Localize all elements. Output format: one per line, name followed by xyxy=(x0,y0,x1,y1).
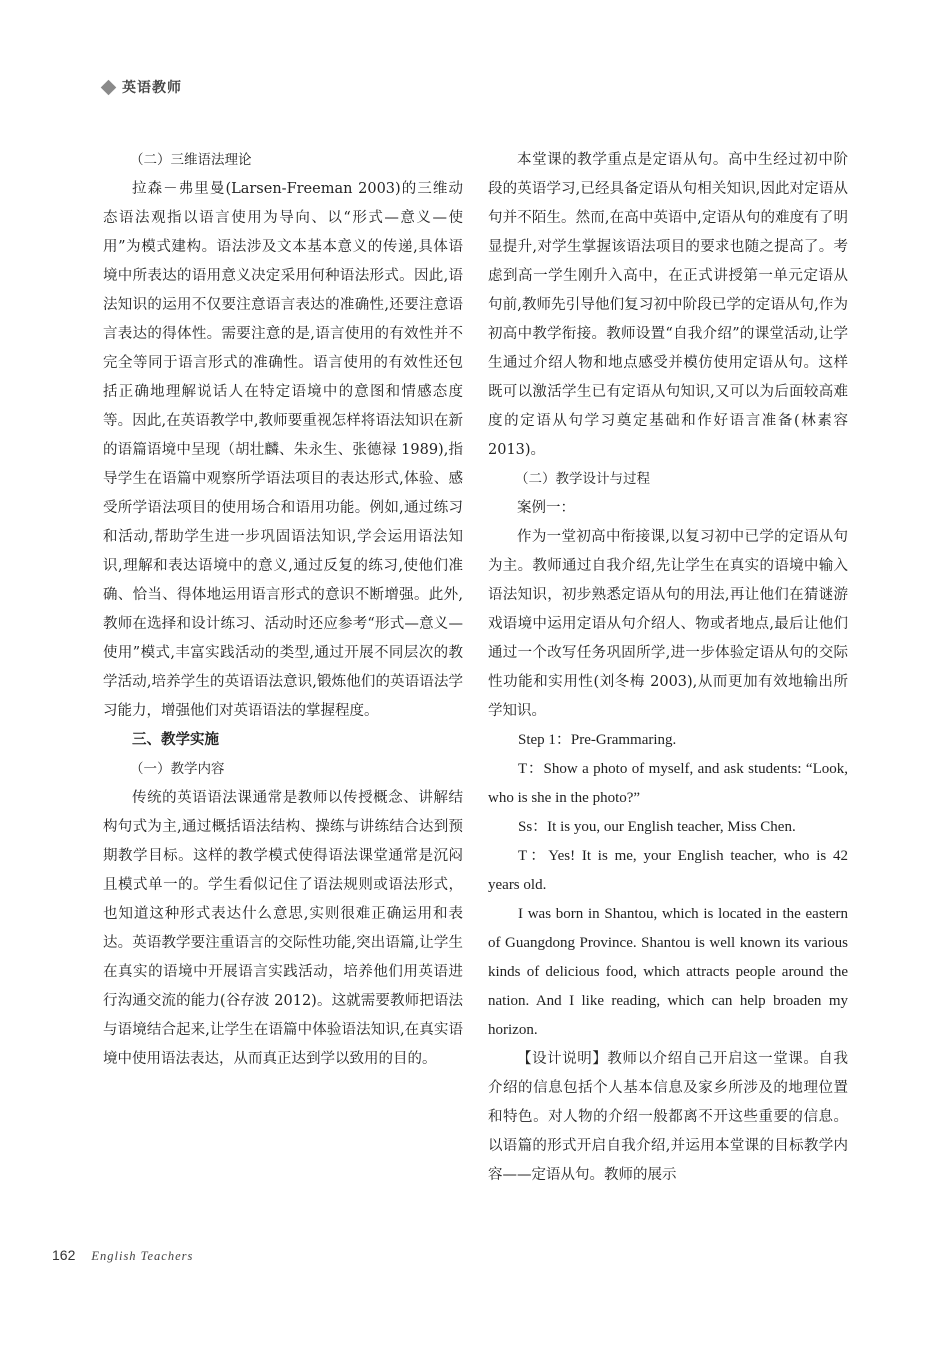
subheading-teaching-design: （二）教学设计与过程 xyxy=(515,471,650,487)
page-footer xyxy=(52,1247,193,1264)
page-number: 162 xyxy=(52,1247,76,1263)
running-header xyxy=(103,76,182,98)
subheading-three-dimensional-grammar: （二）三维语法理论 xyxy=(130,152,252,168)
design-note: 【设计说明】教师以介绍自己开启这一堂课。自我介绍的信息包括个人基本信息及家乡所涉及的地理位置和特色。对人物的介绍一般都离不开这些重要的信息。以语篇的形式开启自我介绍,并运用本堂课的目标教学内容——定语从句。教师的展示 xyxy=(488,1051,848,1183)
subheading-teaching-content: （一）教学内容 xyxy=(130,761,225,777)
journal-name: English Teachers xyxy=(91,1249,194,1263)
paragraph-case-description: 作为一堂初高中衔接课,以复习初中已学的定语从句为主。教师通过自我介绍,先让学生在真实的语境中输入语法知识，初步熟悉定语从句的用法,再让他们在猜谜游戏语境中运用定语从句介绍人、物或者地点,最后让他们通过一个改写任务巩固所学,进一步体验定语从句的交际性功能和实用性(刘冬梅 2003),从而更加有效地输出所学知识。 xyxy=(488,529,848,719)
paragraph-traditional-grammar: 传统的英语语法课通常是教师以传授概念、讲解结构句式为主,通过概括语法结构、操练与讲练结合达到预期教学目标。这样的教学模式使得语法课堂通常是沉闷且模式单一的。学生看似记住了语法规则或语法形式，也知道这种形式表达什么意思,实则很难正确运用和表达。英语教学要注重语言的交际性功能,突出语篇,让学生在真实的语境中开展语言实践活动，培养他们用英语进行沟通交流的能力(谷存波 2012)。这就需要教师把语法与语境结合起来,让学生在语篇中体验语法知识,在真实语境中使用语法表达，从而真正达到学以致用的目的。 xyxy=(103,790,463,1067)
paragraph-teaching-focus: 本堂课的教学重点是定语从句。高中生经过初中阶段的英语学习,已经具备定语从句相关知识,因此对定语从句并不陌生。然而,在高中英语中,定语从句的难度有了明显提升,对学生掌握该语法项目的要求也随之提高了。考虑到高一学生刚升入高中，在正式讲授第一单元定语从句前,教师先引导他们复习初中阶段已学的定语从句,作为初高中教学衔接。教师设置“自我介绍”的课堂活动,让学生通过介绍人物和地点感受并模仿使用定语从句。这样既可以激活学生已有定语从句知识,又可以为后面较高难度的定语从句学习奠定基础和作好语言准备(林素容 2013)。 xyxy=(488,152,848,458)
journal-section-title: 英语教师 xyxy=(122,80,182,96)
case-label: 案例一： xyxy=(517,500,575,516)
dialogue-teacher-2: T：Yes! It is me, your English teacher, who is 42 years old. xyxy=(488,848,848,893)
left-column xyxy=(103,146,463,1074)
diamond-icon xyxy=(101,79,117,95)
dialogue-teacher-1: T：Show a photo of myself, and ask students: “Look, who is she in the photo?” xyxy=(488,761,848,806)
paragraph-grammar-theory: 拉森－弗里曼(Larsen-Freeman 2003)的三维动态语法观指以语言使用为导向、以“形式—意义—使用”为模式建构。语法涉及文本基本意义的传递,具体语境中所表达的语用意义决定采用何种语法形式。因此,语法知识的运用不仅要注意语言表达的准确性,还要注意语言表达的得体性。需要注意的是,语言使用的有效性并不完全等同于语言形式的准确性。语言使用的有效性还包括正确地理解说话人在特定语境中的意图和情感态度等。因此,在英语教学中,教师要重视怎样将语法知识在新的语篇语境中呈现（胡壮麟、朱永生、张德禄 1989),指导学生在语篇中观察所学语法项目的表达形式,体验、感受所学语法项目的使用场合和语用功能。例如,通过练习和活动,帮助学生进一步巩固语法知识,学会运用语法知识,理解和表达语境中的意义,通过反复的练习,使他们准确、恰当、得体地运用语言形式的意识不断增强。此外,教师在选择和设计练习、活动时还应参考“形式—意义—使用”模式,丰富实践活动的类型,通过开展不同层次的教学活动,培养学生的英语语法意识,锻炼他们的英语语法学习能力，增强他们对英语语法的掌握程度。 xyxy=(103,181,463,719)
english-self-introduction: I was born in Shantou, which is located in the eastern of Guangdong Province. Shantou is well known its various kinds of delicious food, which attracts people around the nation. And I like reading, which can help broaden my horizon. xyxy=(488,906,848,1038)
step-heading: Step 1：Pre-Grammaring. xyxy=(518,732,677,748)
right-column xyxy=(488,146,848,1190)
dialogue-students-1: Ss：It is you, our English teacher, Miss Chen. xyxy=(518,819,796,835)
section-heading-teaching-implementation: 三、教学实施 xyxy=(132,732,219,748)
